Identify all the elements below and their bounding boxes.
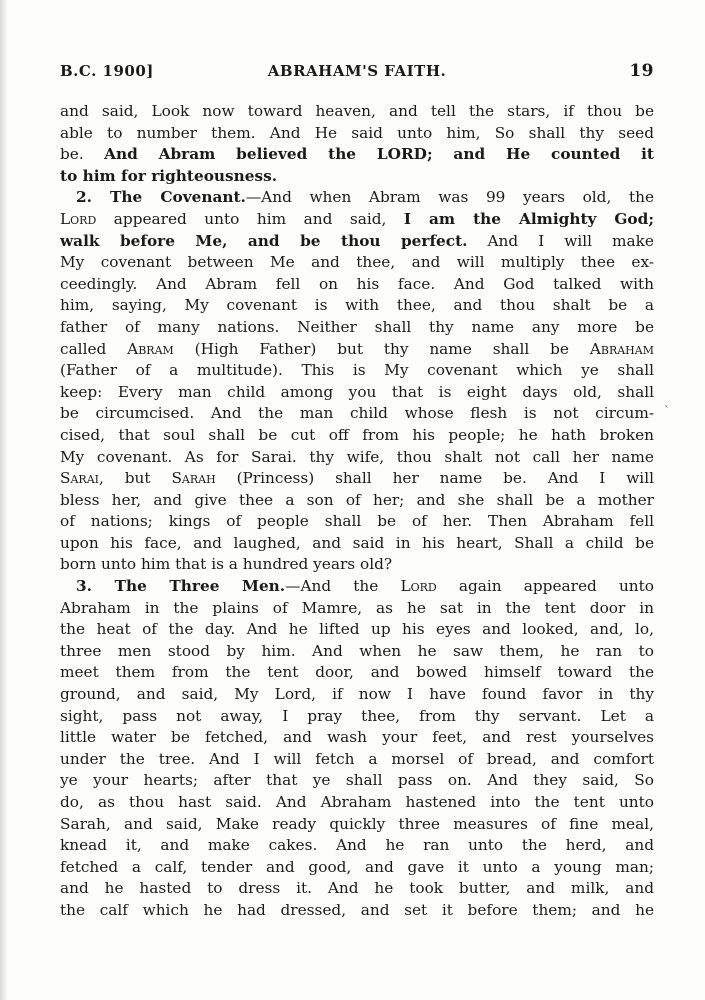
- bold-text-run: 3. The Three Men.: [76, 577, 286, 596]
- small-caps-text-run: Abraham: [589, 339, 654, 358]
- text-line: [60, 511, 654, 533]
- text-run: —And when Abram was 99 years old, the: [245, 188, 654, 207]
- text-run: My covenant between Me and thee, and will multiply thee ex-: [60, 253, 654, 272]
- small-caps-text-run: Lord: [60, 209, 97, 228]
- text-line: [60, 144, 654, 166]
- text-line: [60, 317, 654, 339]
- text-line: [60, 252, 654, 274]
- header-title: ABRAHAM'S FAITH.: [267, 62, 447, 80]
- text-line: [60, 878, 654, 900]
- text-line: [60, 339, 654, 361]
- small-caps-text-run: Abram: [127, 339, 174, 358]
- text-line: [60, 835, 654, 857]
- text-run: him, saying, My covenant is with thee, and thou shalt be a: [60, 296, 654, 315]
- text-line: [60, 598, 654, 620]
- text-line: [60, 447, 654, 469]
- small-caps-text-run: Sarai: [60, 469, 99, 488]
- text-line: [60, 900, 654, 922]
- text-run: able to number them. And He said unto him, So shall thy seed: [60, 123, 654, 142]
- text-line: [60, 468, 654, 490]
- text-run: knead it, and make cakes. And he ran unto the herd, and: [60, 836, 654, 855]
- running-header: [60, 62, 654, 86]
- text-run: keep: Every man child among you that is eight days old, shall: [60, 382, 654, 401]
- header-date: B.C. 1900]: [60, 62, 154, 80]
- text-line: [60, 792, 654, 814]
- text-run: , but: [99, 469, 172, 488]
- text-run: of nations; kings of people shall be of her. Then Abraham fell: [60, 512, 654, 531]
- page-number: 19: [629, 61, 654, 81]
- text-run: (Princess) shall her name be. And I will: [215, 469, 654, 488]
- bold-text-run: 2. The Covenant.: [76, 188, 246, 207]
- text-line: [60, 123, 654, 145]
- text-line: [60, 295, 654, 317]
- text-line: [60, 533, 654, 555]
- text-run: be.: [60, 145, 105, 164]
- text-line: [60, 209, 654, 231]
- text-run: And I will make: [467, 231, 654, 250]
- text-line: [60, 727, 654, 749]
- text-line: [60, 425, 654, 447]
- text-line: [60, 101, 654, 123]
- text-run: father of many nations. Neither shall thy name any more be: [60, 317, 654, 336]
- text-line: [60, 403, 654, 425]
- text-run: and he hasted to dress it. And he took butter, and milk, and: [60, 879, 654, 898]
- text-run: again appeared unto: [436, 577, 654, 596]
- text-run: meet them from the tent door, and bowed himself toward the: [60, 663, 654, 682]
- text-run: bless her, and give thee a son of her; and she shall be a mother: [60, 490, 654, 509]
- text-run: do, as thou hast said. And Abraham hastened into the tent unto: [60, 793, 654, 811]
- text-run: the heat of the day. And he lifted up his eyes and looked, and, lo,: [60, 620, 654, 639]
- text-line: [60, 770, 654, 792]
- text-line: [60, 166, 654, 188]
- text-line: [60, 684, 654, 706]
- text-line: [60, 857, 654, 879]
- text-run: three men stood by him. And when he saw them, he ran to: [60, 641, 654, 660]
- text-line: [60, 814, 654, 836]
- text-run: fetched a calf, tender and good, and gave it unto a young man;: [60, 857, 654, 876]
- text-run: Abraham in the plains of Mamre, as he sat in the tent door in: [60, 598, 654, 617]
- text-line: [60, 619, 654, 641]
- text-line: [60, 360, 654, 382]
- bold-text-run: walk before Me, and be thou perfect.: [60, 231, 468, 250]
- bold-text-run: And Abram believed the LORD; and He counted it: [104, 145, 654, 164]
- text-run: ceedingly. And Abram fell on his face. And God talked with: [60, 274, 654, 293]
- text-line: [60, 576, 654, 598]
- text-line: [60, 749, 654, 771]
- text-run: cised, that soul shall be cut off from his people; he hath broken: [60, 425, 654, 444]
- text-run: under the tree. And I will fetch a morsel of bread, and comfort: [60, 749, 654, 768]
- bold-text-run: I am the Almighty God;: [403, 209, 654, 228]
- text-run: be circumcised. And the man child whose flesh is not circum-: [60, 404, 654, 423]
- text-run: ye your hearts; after that ye shall pass on. And they said, So: [60, 771, 654, 790]
- text-line: [60, 662, 654, 684]
- text-line: [60, 641, 654, 663]
- text-line: [60, 187, 654, 209]
- small-caps-text-run: Lord: [400, 577, 437, 596]
- text-run: —And the: [285, 577, 401, 596]
- text-line: [60, 382, 654, 404]
- text-run: called: [60, 339, 128, 358]
- page-edge-shadow: [0, 0, 8, 1000]
- text-run: sight, pass not away, I pray thee, from thy servant. Let a: [60, 706, 654, 725]
- text-run: upon his face, and laughed, and said in his heart, Shall a child be: [60, 533, 654, 552]
- body-text: [60, 101, 654, 922]
- bold-text-run: to him for righteousness.: [60, 166, 278, 185]
- text-run: the calf which he had dressed, and set it before them; and he: [60, 900, 654, 919]
- text-line: [60, 274, 654, 296]
- text-run: appeared unto him and said,: [96, 209, 404, 228]
- text-run: Sarah, and said, Make ready quickly three measures of fine meal,: [60, 814, 654, 833]
- text-run: My covenant. As for Sarai. thy wife, thou shalt not call her name: [60, 447, 654, 466]
- text-run: little water be fetched, and wash your feet, and rest yourselves: [60, 728, 654, 747]
- text-run: (Father of a multitude). This is My covenant which ye shall: [60, 361, 654, 380]
- text-line: [60, 231, 654, 253]
- text-line: [60, 706, 654, 728]
- text-run: born unto him that is a hundred years old?: [60, 555, 393, 574]
- text-line: [60, 490, 654, 512]
- small-caps-text-run: Sarah: [171, 469, 216, 488]
- text-run: (High Father) but thy name shall be: [173, 339, 590, 358]
- text-line: [60, 554, 654, 576]
- text-run: ground, and said, My Lord, if now I have found favor in thy: [60, 685, 654, 704]
- text-run: and said, Look now toward heaven, and tell the stars, if thou be: [60, 102, 654, 120]
- margin-mark: `: [664, 404, 670, 418]
